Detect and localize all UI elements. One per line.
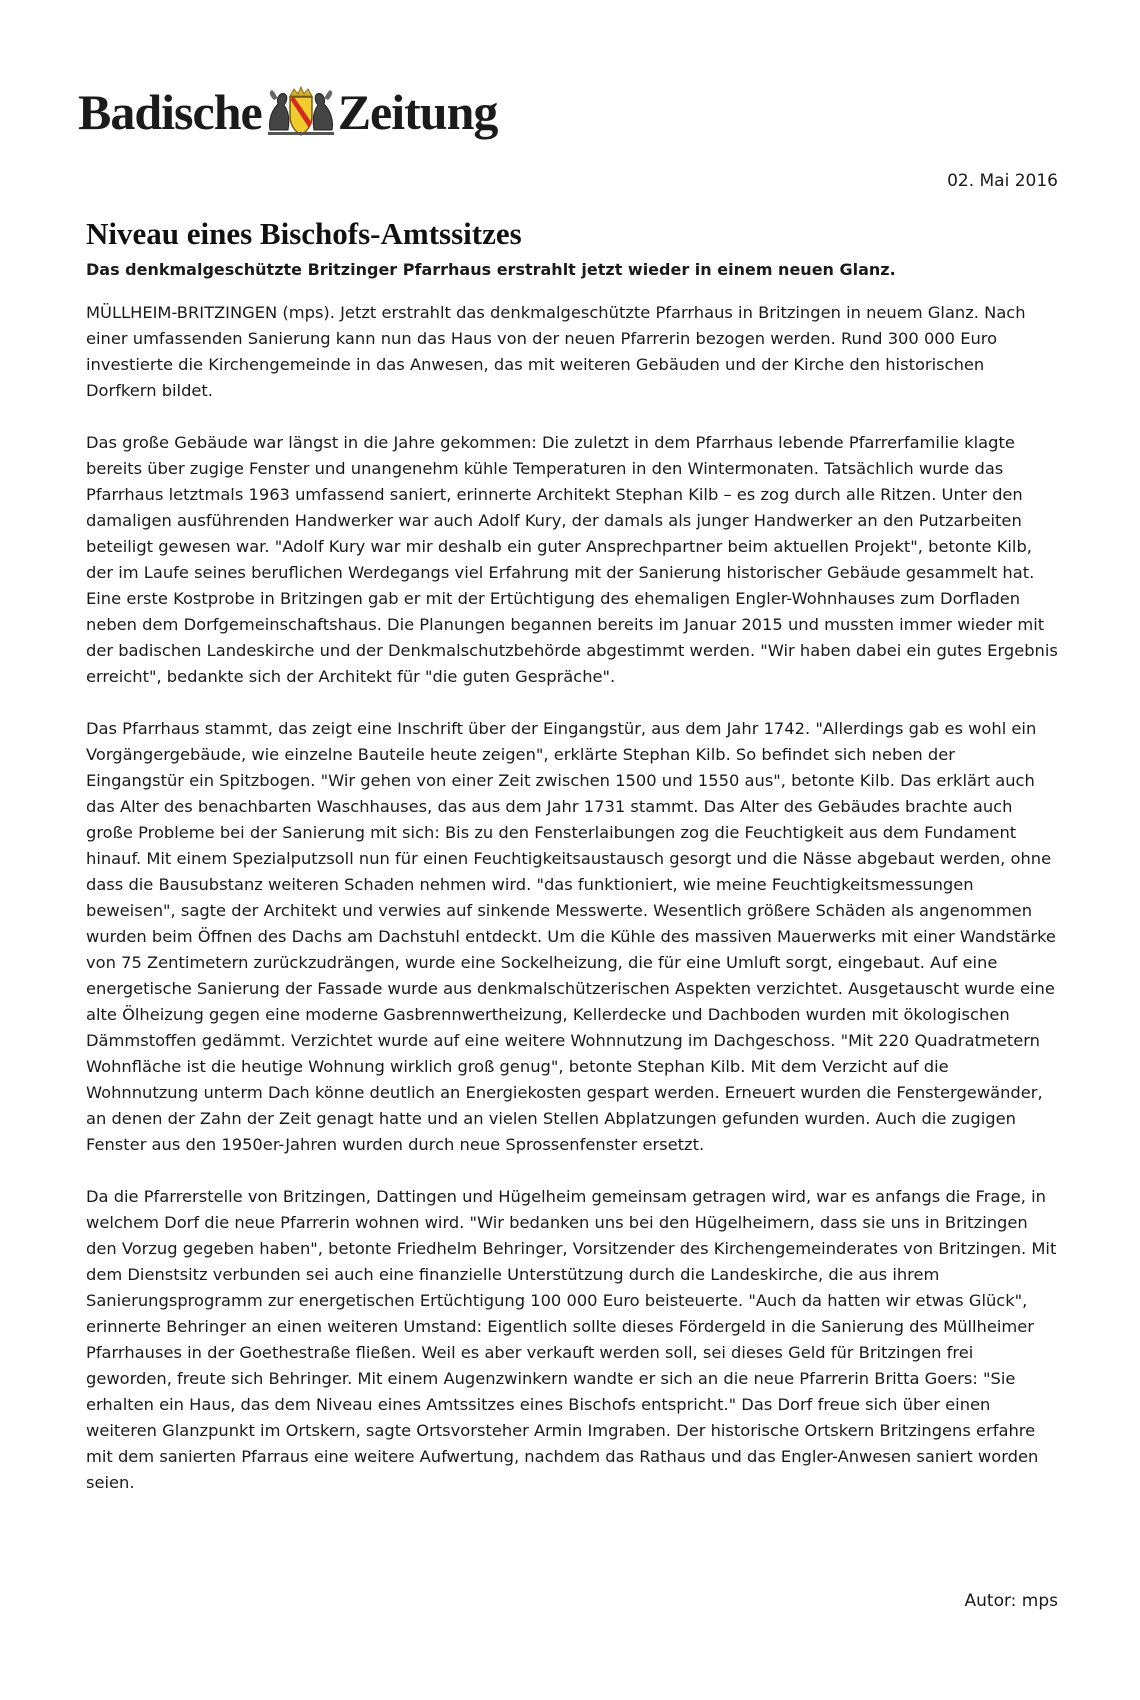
article-author: Autor: mps bbox=[964, 1591, 1058, 1611]
article-paragraph: Das Pfarrhaus stammt, das zeigt eine Inschrift über der Eingangstür, aus dem Jahr 1742. "Allerdings gab es wohl ein Vorgängergebäude, wie einzelne Bauteile heute zeigen", erklärte Stephan Kilb. So befindet sich neben der Eingangstür ein Spitzbogen. "Wir gehen von einer Zeit zwischen 1500 und 1550 aus", betonte Kilb. Das erklärt auch das Alter des benachbarten Waschhauses, das aus dem Jahr 1731 stammt. Das Alter des Gebäudes brachte auch große Probleme bei der Sanierung mit sich: Bis zu den Fensterlaibungen zog die Feuchtigkeit aus dem Fundament hinauf. Mit einem Spezialputzsoll nun für einen Feuchtigkeitsaustausch gesorgt und die Nässe abgebaut werden, ohne dass die Bausubstanz weiteren Schaden nehmen wird. "das funktioniert, wie meine Feuchtigkeitsmessungen beweisen", sagte der Architekt und verwies auf sinkende Messwerte. Wesentlich größere Schäden als angenommen wurden beim Öffnen des Dachs am Dachstuhl entdeckt. Um die Kühle des massiven Mauerwerks mit einer Wandstärke von 75 Zentimetern zurückzudrängen, wurde eine Sockelheizung, die für eine Umluft sorgt, eingebaut. Auf eine energetische Sanierung der Fassade wurde aus denkmalschützerischen Aspekten verzichtet. Ausgetauscht wurde eine alte Ölheizung gegen eine moderne Gasbrennwertheizung, Kellerdecke und Dachboden wurden mit ökologischen Dämmstoffen gedämmt. Verzichtet wurde auf eine weitere Wohnnutzung im Dachgeschoss. "Mit 220 Quadratmetern Wohnfläche ist die heutige Wohnung wirklich groß genug", betonte Stephan Kilb. Mit dem Verzicht auf die Wohnnutzung unterm Dach könne deutlich an Energiekosten gespart werden. Erneuert wurden die Fenstergewänder, an denen der Zahn der Zeit genagt hatte und an vielen Stellen Abplatzungen gefunden wurden. Auch die zugigen Fenster aus den 1950er-Jahren wurden durch neue Sprossenfenster ersetzt. bbox=[86, 719, 1056, 1154]
article-paragraph: Da die Pfarrerstelle von Britzingen, Dattingen und Hügelheim gemeinsam getragen wird, war es anfangs die Frage, in welchem Dorf die neue Pfarrerin wohnen wird. "Wir bedanken uns bei den Hügelheimern, dass sie uns in Britzingen den Vorzug gegeben haben", betonte Friedhelm Behringer, Vorsitzender des Kirchengemeinderates von Britzingen. Mit dem Dienstsitz verbunden sei auch eine finanzielle Unterstützung durch die Landeskirche, die aus ihrem Sanierungsprogramm zur energetischen Ertüchtigung 100 000 Euro beisteuerte. "Auch da hatten wir etwas Glück", erinnerte Behringer an einen weiteren Umstand: Eigentlich sollte dieses Fördergeld in die Sanierung des Müllheimer Pfarrhauses in der Goethestraße fließen. Weil es aber verkauft werden soll, sei dieses Geld für Britzingen frei geworden, freute sich Behringer. Mit einem Augenzwinkern wandte er sich an die neue Pfarrerin Britta Goers: "Sie erhalten ein Haus, das dem Niveau eines Amtssitzes eines Bischofs entspricht." Das Dorf freue sich über einen weiteren Glanzpunkt im Ortskern, sagte Ortsvorsteher Armin Imgraben. Der historische Ortskern Britzingens erfahre mit dem sanierten Pfarraus eine weitere Aufwertung, nachdem das Rathaus und das Engler-Anwesen saniert worden seien. bbox=[86, 1187, 1057, 1492]
logo-word-zeitung: Zeitung bbox=[337, 84, 498, 140]
logo-word-badische: Badische bbox=[78, 84, 262, 140]
publication-date: 02. Mai 2016 bbox=[947, 171, 1058, 191]
newspaper-logo bbox=[78, 82, 497, 142]
article-headline: Niveau eines Bischofs-Amtssitzes bbox=[86, 216, 522, 251]
article-subheadline: Das denkmalgeschützte Britzinger Pfarrhaus erstrahlt jetzt wieder in einem neuen Glanz. bbox=[86, 260, 896, 279]
article-body bbox=[86, 300, 1058, 1522]
article-paragraph: Das große Gebäude war längst in die Jahre gekommen: Die zuletzt in dem Pfarrhaus lebende Pfarrerfamilie klagte bereits über zugige Fenster und unangenehm kühle Temperaturen in den Wintermonaten. Tatsächlich wurde das Pfarrhaus letztmals 1963 umfassend saniert, erinnerte Architekt Stephan Kilb – es zog durch alle Ritzen. Unter den damaligen ausführenden Handwerker war auch Adolf Kury, der damals als junger Handwerker an den Putzarbeiten beteiligt gewesen war. "Adolf Kury war mir deshalb ein guter Ansprechpartner beim aktuellen Projekt", betonte Kilb, der im Laufe seines beruflichen Werdegangs viel Erfahrung mit der Sanierung historischer Gebäude gesammelt hat. Eine erste Kostprobe in Britzingen gab er mit der Ertüchtigung des ehemaligen Engler-Wohnhauses zum Dorfladen neben dem Dorfgemeinschaftshaus. Die Planungen begannen bereits im Januar 2015 und mussten immer wieder mit der badischen Landeskirche und der Denkmalschutzbehörde abgestimmt werden. "Wir haben dabei ein gutes Ergebnis erreicht", bedankte sich der Architekt für "die guten Gespräche". bbox=[86, 433, 1058, 686]
baden-coat-of-arms-icon bbox=[266, 84, 336, 140]
article-paragraph: MÜLLHEIM-BRITZINGEN (mps). Jetzt erstrahlt das denkmalgeschützte Pfarrhaus in Britzingen in neuem Glanz. Nach einer umfassenden Sanierung kann nun das Haus von der neuen Pfarrerin bezogen werden. Rund 300 000 Euro investierte die Kirchengemeinde in das Anwesen, das mit weiteren Gebäuden und der Kirche den historischen Dorfkern bildet. bbox=[86, 303, 1026, 400]
